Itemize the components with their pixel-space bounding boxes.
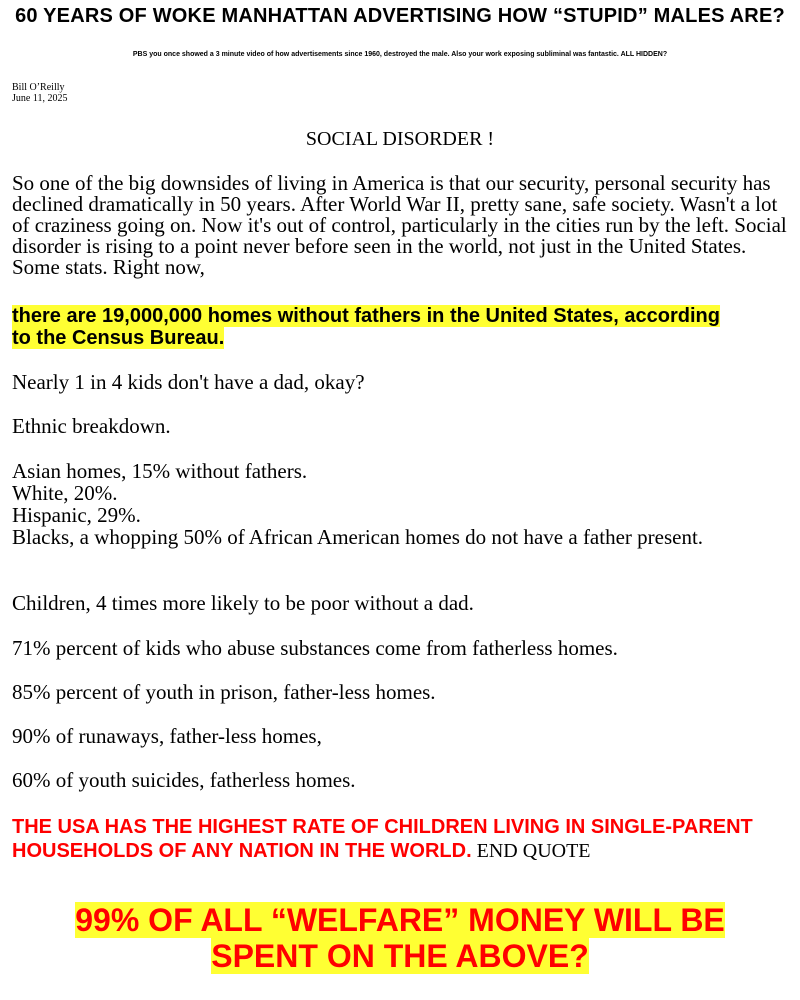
byline	[12, 82, 67, 104]
end-quote: END QUOTE	[471, 840, 591, 862]
highlighted-text: there are 19,000,000 homes without fathers in the United States, according to the Census Bureau.	[12, 305, 720, 349]
bottom-banner-line-2: SPENT ON THE ABOVE?	[211, 938, 589, 974]
kids-stat: Nearly 1 in 4 kids don't have a dad, okay?	[12, 370, 365, 394]
author-name: Bill O’Reilly	[12, 82, 65, 93]
red-statement-block	[12, 816, 792, 864]
ethnic-item-asian: Asian homes, 15% without fathers.	[12, 459, 308, 483]
ethnic-item-black: Blacks, a whopping 50% of African American homes do not have a father present.	[12, 525, 704, 549]
publish-date: June 11, 2025	[12, 93, 68, 104]
ethnic-item-white: White, 20%.	[12, 481, 118, 505]
intro-paragraph: So one of the big downsides of living in America is that our security, personal security has declined dramatically in 50 years. After World War II, pretty sane, safe society. Wasn't a lot of craziness going on. Now it's out of control, particularly in the cities run by the left. Social disorder is rising to a point never before seen in the world, not just in the United States. Some stats. Right now,	[12, 171, 787, 279]
stat-runaways: 90% of runaways, father-less homes,	[12, 724, 322, 748]
stat-suicides: 60% of youth suicides, fatherless homes.	[12, 768, 356, 792]
stat-prison: 85% percent of youth in prison, father-less homes.	[12, 680, 436, 704]
ethnic-item-hispanic: Hispanic, 29%.	[12, 503, 141, 527]
subheadline: PBS you once showed a 3 minute video of how advertisements since 1960, destroyed the male. Also your work exposing subliminal was fantastic. ALL HIDDEN?	[132, 51, 668, 58]
bottom-banner	[0, 902, 800, 974]
stat-poverty: Children, 4 times more likely to be poor without a dad.	[12, 591, 474, 615]
red-statement: THE USA HAS THE HIGHEST RATE OF CHILDREN LIVING IN SINGLE-PARENT HOUSEHOLDS OF ANY NATION IN THE WORLD.	[12, 816, 753, 862]
bottom-banner-line-1: 99% OF ALL “WELFARE” MONEY WILL BE	[75, 902, 725, 938]
stat-substance: 71% percent of kids who abuse substances come from fatherless homes.	[12, 636, 618, 660]
ethnic-heading: Ethnic breakdown.	[12, 414, 171, 438]
headline: 60 YEARS OF WOKE MANHATTAN ADVERTISING HOW “STUPID” MALES ARE?	[15, 5, 785, 27]
highlighted-statement	[12, 305, 732, 349]
section-title: SOCIAL DISORDER !	[305, 128, 495, 150]
